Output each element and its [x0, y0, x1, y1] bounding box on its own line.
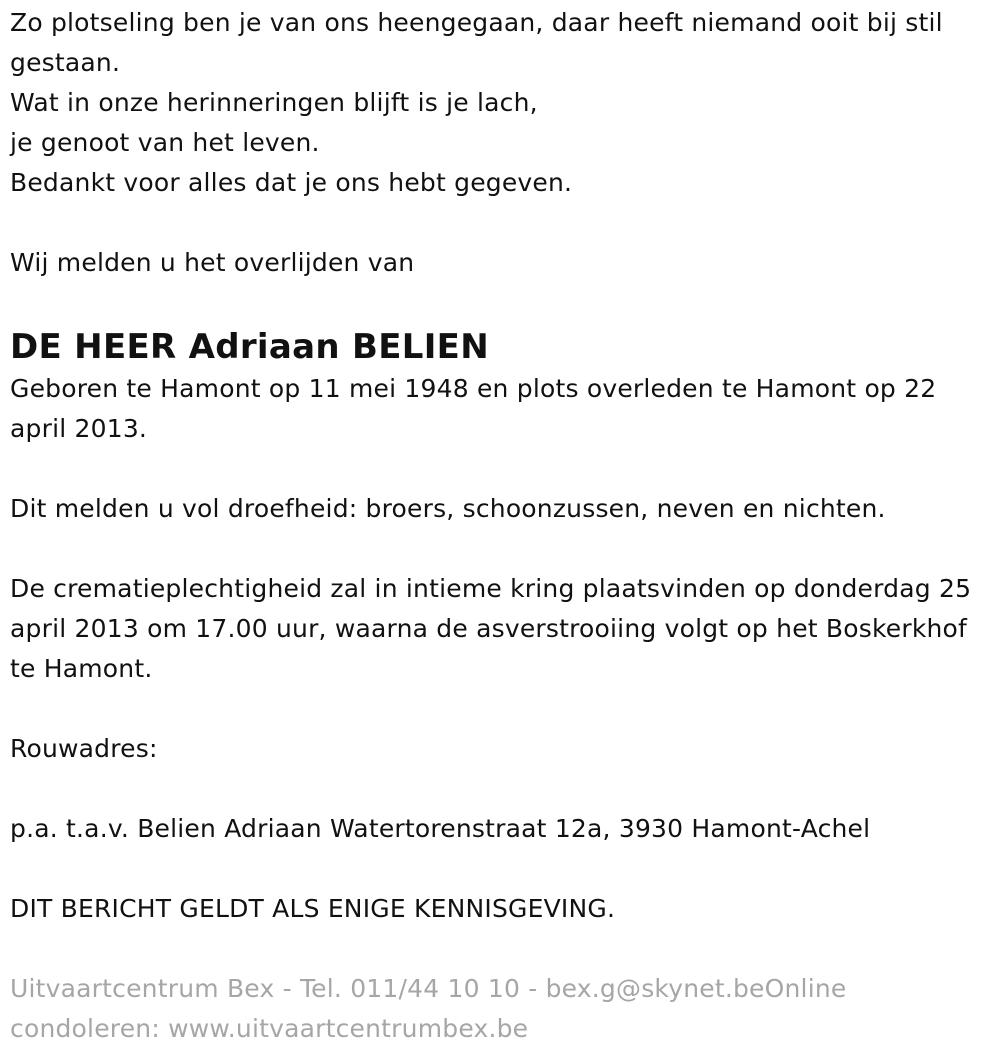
- spacer: [10, 769, 990, 809]
- notice-text: DIT BERICHT GELDT ALS ENIGE KENNISGEVING.: [10, 894, 616, 923]
- spacer: [10, 203, 990, 243]
- spacer: [10, 283, 990, 325]
- deceased-name: DE HEER Adriaan BELIEN: [10, 327, 489, 367]
- spacer: [10, 849, 990, 889]
- spacer: [10, 449, 990, 489]
- obituary-document: [10, 3, 990, 1049]
- mourners-text: Dit melden u vol droefheid: broers, schoonzussen, neven en nichten.: [10, 494, 886, 523]
- spacer: [10, 929, 990, 969]
- announcement-intro: Wij melden u het overlijden van: [10, 248, 415, 277]
- poem-line: Zo plotseling ben je van ons heengegaan, daar heeft niemand ooit bij stil gestaan.: [10, 8, 943, 77]
- spacer: [10, 689, 990, 729]
- funeral-home-footer: Uitvaartcentrum Bex - Tel. 011/44 10 10 - bex.g@skynet.beOnline condoleren: www.uitvaartcentrumbex.be: [10, 974, 847, 1043]
- poem-line: Bedankt voor alles dat je ons hebt gegeven.: [10, 168, 573, 197]
- address-value: p.a. t.a.v. Belien Adriaan Watertorenstraat 12a, 3930 Hamont-Achel: [10, 814, 871, 843]
- poem-line: je genoot van het leven.: [10, 128, 320, 157]
- ceremony-text: De crematieplechtigheid zal in intieme kring plaatsvinden op donderdag 25 april 2013 om 17.00 uur, waarna de asverstrooiing volgt op het Boskerkhof te Hamont.: [10, 574, 972, 683]
- address-label: Rouwadres:: [10, 734, 158, 763]
- spacer: [10, 529, 990, 569]
- birth-death-text: Geboren te Hamont op 11 mei 1948 en plots overleden te Hamont op 22 april 2013.: [10, 374, 937, 443]
- poem-line: Wat in onze herinneringen blijft is je lach,: [10, 88, 538, 117]
